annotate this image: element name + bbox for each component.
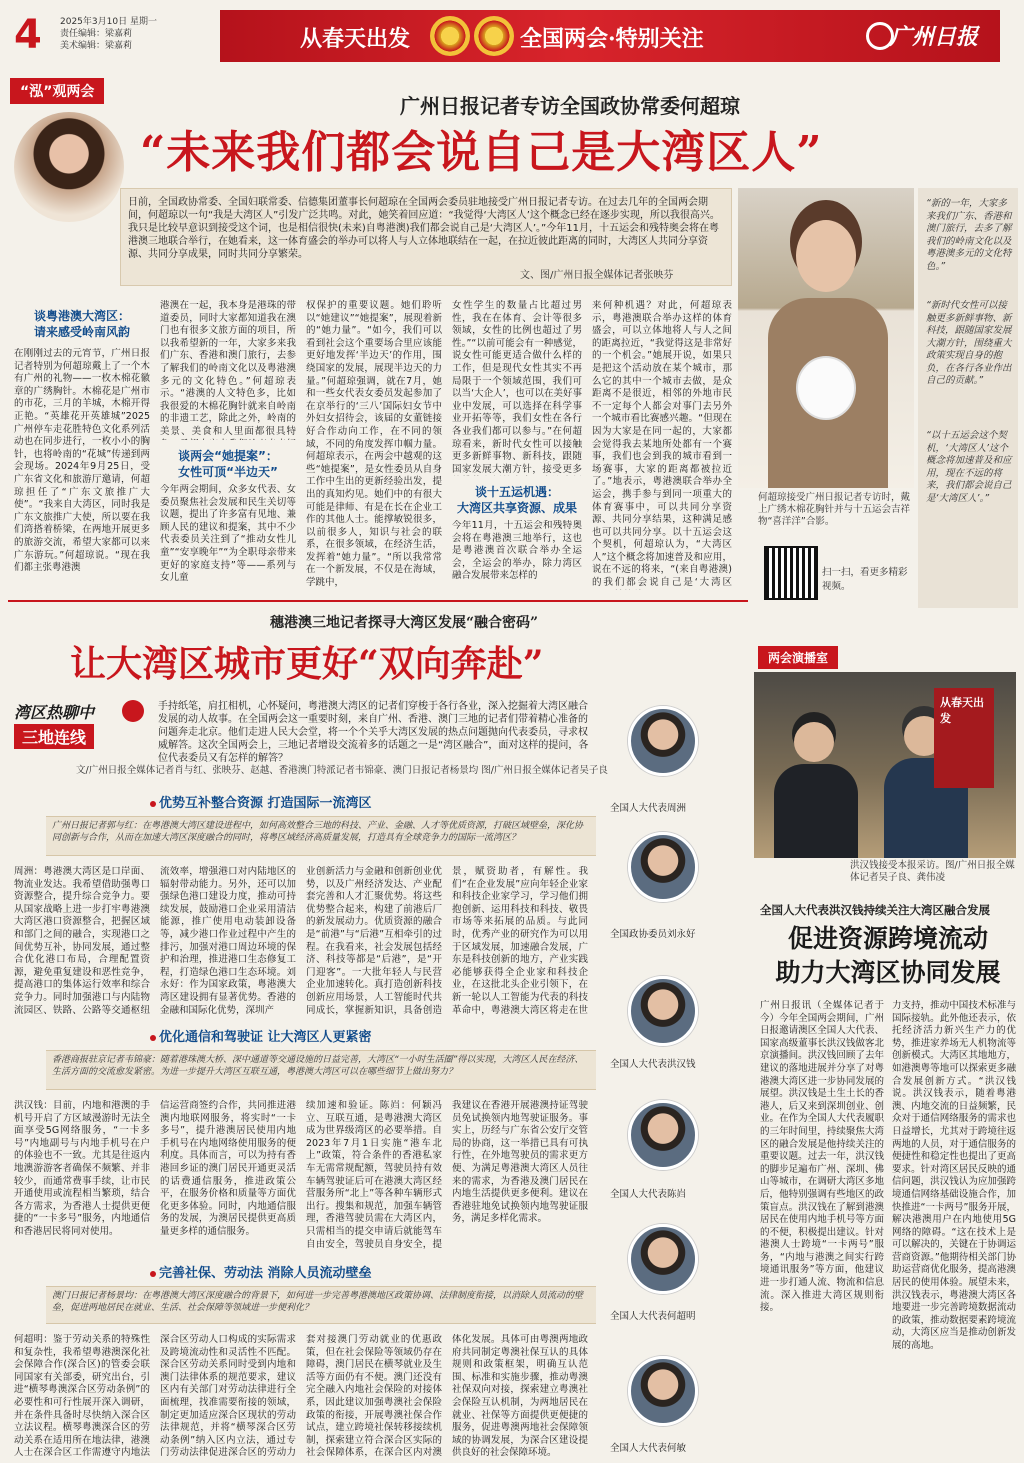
section2-column-4: 我建议在香港开展港澳持证驾驶员免试换领内地驾驶证服务。事实上，历经与广东省公安厅交管局的协商，这一举措已具有可执行性，在外地驾驶员的需求更方便、为满足粤港澳大湾区人员往来的需求，为香港及澳门居民在内地生活提供更多便利。建议在香港驻地免试换领内地驾驶证服务，满足多样化需求。 — [452, 1100, 588, 1225]
banner-left-title: 从春天出发 — [300, 26, 411, 52]
story3-headline-line2: 助力大湾区协同发展 — [775, 958, 1001, 987]
microphone-icon — [122, 700, 144, 722]
section1-column-3: 业创新活力与金融和创新创业优势，以及广州经济发达、产业配套完善和人才汇聚优势。将这些优势整合起来，构建了前港后厂的新发展动力。优质资源的融合是“前港”与“后港”互相牵引的过程。在我看来，社会发展包括经济、科技等都是“后港”，是“开门迎客”。一大批年轻人与民营企业加速转化。真打造创新科技创新应用场景，人工智能时代共同成长，掌握新知识，具备创造 — [306, 866, 442, 1016]
section2-column-3: 续加速和验证。陈岿：何颖冯立、互联互通，是粤港澳大湾区成为世界级湾区的必要举措。自2023年7月1日实施“港车北上”政策，符合条件的香港私家车无需常规配额，驾驶员持有效车辆驾驶证后可在港澳大湾区经营服务所“北上”等各种车辆形式出行。搜集和规范，加强车辆管理，香港驾驶员需在大湾区内，只需相当的提交申请后就能驾车自由安全，驾驶员自身安全，提 — [306, 1100, 442, 1250]
person-6-name: 全国人大代表何敏 — [610, 1443, 687, 1454]
date-line: 2025年3月10日 星期一 — [60, 17, 157, 27]
story2-headline: 让大湾区城市更好“双向奔赴” — [70, 643, 544, 685]
story1-column-b2: 今年两会期间，众多女代表、女委员聚焦社会发展和民生关切等议题，提出了许多富有见地、兼顾人民的建议和提案，其中不少代表委员关注到了“推动女性儿童”“安享晚年”“为全职母亲带来更好的家庭支持”等——系列与女儿童 — [160, 484, 296, 584]
section1-title-text: 优势互补整合资源 打造国际一流湾区 — [159, 796, 372, 811]
date-info — [60, 16, 157, 52]
subhead-a — [14, 308, 150, 340]
subhead-a-line1: 谈粤港澳大湾区： — [33, 309, 130, 323]
story3-headline — [760, 922, 1016, 990]
story1-subtitle: 广州日报记者专访全国政协常委何超琼 — [400, 94, 740, 118]
subhead-b-line1: 谈两会“她提案”： — [178, 449, 278, 463]
section3-column-4: 体化发展。具体可由粤澳两地政府共同制定粤澳社保互认的具体规则和政策框架，明确互认范围、标准和实施步骤，推动粤澳社保双向对接，探索建立粤澳社会保险互认机制，为两地居民在就业、社保等方面提供更便捷的服务，促进粤澳两地社会保障领域的协调发展，为深合区建设提供良好的社会保障环境。 — [452, 1334, 588, 1458]
section2-title-text: 优化通信和驾驶证 让大湾区人更紧密 — [159, 1030, 372, 1045]
story3-headline-line1: 促进资源跨境流动 — [787, 924, 988, 953]
story2-intro: 手持纸笔，肩扛相机，心怀疑问，粤港澳大湾区的记者们穿梭于各行各业，深入挖掘着大湾区融合发展的动人故事。在全国两会这一重要时刻，来自广州、香港、澳门三地的记者们带着精心准备的问题奔走北京。他们走进人民大会堂，将一个个关乎大湾区发展的热点问题抛向代表委员，寻求权威解答。这次全国两会上，三地记者增设交流着多的话题之一是“湾区融合”，面对这样的提问，各位代表委员又有怎样的解答？ — [158, 701, 589, 764]
section3-column-2: 深合区劳动人口构成的实际需求及跨境流动性和灵活性不匹配。深合区劳动关系同时受到内地和澳门法律体系的规范要求，建议区内有关部门对劳动法律进行全面梳理，找准需要衔接的领域，制定更加适应深合区现状的劳动法律规范，并将“横琴深合区劳动条例”纳入区内立法，通过专门劳动法律促进深合区的劳动力 — [160, 1334, 296, 1458]
interview-photo — [738, 188, 914, 488]
bullet-icon — [150, 801, 156, 807]
bullet-icon — [150, 1271, 156, 1277]
pull-quote-2: “新时代女性可以接触更多新鲜事物、新科技，跟随国家发展大潮方针，围绕重大政策实现自身的抱负，在各行各业作出自己的贡献。” — [926, 300, 1012, 386]
story3-column-2: 力支持，推动中国技术标准与国际接轨。此外他还表示，依托经济活力新兴生产力的优势，推进家养场无人机物流等创新模式。大湾区其地地方，如港澳粤等地可以探索更多融合发展创新方式。“洪汉钱说。洪汉钱表示，随着粤港澳、内地交流的日益频繁，民众对于通信网络服务的需求也日益增长，尤其对于跨境往返两地的人员，对于通信服务的便捷性和稳定性也提出了更高要求。针对湾区居民反映的通信问题，洪汉钱认为应加强跨境通信网络基础设施合作，加快推进“一卡两号”服务开展，解决港澳用户在内地使用5G网络的障碍。“这在技术上是可以解决的，关键在于协调运营商资源。”他期待相关部门协助运营商优化服务，提高港澳居民的使用体验。展望未来，洪汉钱表示，粤港澳大湾区各地要进一步完善跨境数据流动的政策，推动数据要素跨境流动，大湾区应当是推动创新发展的高地。 — [892, 1000, 1016, 1352]
person-4-name: 全国人大代表陈岿 — [610, 1189, 687, 1200]
subhead-a-line2: 请来感受岭南风韵 — [33, 325, 130, 339]
section1-column-1: 周洲：粤港澳大湾区是口岸面、物流业发达。我希望借助强粤口资源整合，提升综合竞争力。要从国家战略上进一步打牢粤港澳大湾区港口资源整合，把握区域和部门之间的融合，实现港口之间优势互补，协同发展，通过整合优化港口布局，合理配置资源，避免重复建设和恶性竞争，提高港口的集体运行效率和综合竞争力。同时加强港口与内陆物流园区、铁路、公路等交通枢纽 — [14, 866, 150, 1016]
section1-column-4: 景，赋资助者，有解性。我们“在企业发展”应向年轻企业家和科技企业家学习，学习他们拥抱创新、运用科技和科技、敬畏市场等来拓展的品质。与此同时，优秀产业的研究作为可以用于区域发展，加速融合发展，广东是科技创新的地方，产业实践必能够获得全企业家和科技企业，在这批北头企业引领下，在新一轮以人工智能为代表的科技革命中，粤港澳大湾区将走在世 — [452, 866, 588, 1016]
subhead-b-line2: 女性可顶“半边天” — [178, 465, 278, 479]
studio-backdrop-banner: 从春天出发 — [934, 688, 994, 788]
section-tag: “泓”观两会 — [10, 78, 104, 104]
avatar-person-2 — [628, 832, 698, 902]
section1-column-2: 流效率，增强港口对内陆地区的辐射带动能力。另外，还可以加强绿色港口建设力度，推动可持续发展，鼓励港口企业采用清洁能源，推广使用电动装卸设备等，减少港口作业过程中产生的排污，加强对港口周边环境的保护和治理，推进港口生态修复工程，打造绿色港口生态环境。刘永好：作为国家政策，粤港澳大湾区建设拥有显著优势。香港的金融和国际化优势，深圳产 — [160, 866, 296, 1016]
avatar-person-5 — [628, 1224, 698, 1294]
subhead-d — [452, 484, 582, 516]
story1-column-e: 来何种机遇？对此，何超琼表示，粤港澳联合举办这样的体育盛会，可以立体地将人与人之间的距离拉近，“我觉得这是非常好的一个机会。”她展开说，如果只是把这个活动放在某个城市，那么它的其中一个城市去做，是众距离不是很近，相邻的外地市民不一定每个人都会对事门去另外一个城市看比赛感兴趣。“但现在因为大家是在同一起的，大家都会觉得我去某地所处都有一个赛事，我们也会到我的城市看到一场赛事，大家的距离都被拉近了。”地表示，粤港澳联合举办全运会，携手参与到同一项重大的体育赛事中，可以共同分享资源、共同分享结果，这种满足感也可以共同分享。以十五运会这个契机，何超琼认为，“大湾区人”这个概念将加速普及和应用，说在不远的将来，“(来自粤港澳)的我们都会说自己是‘大湾区 — [592, 300, 732, 589]
subhead-b — [160, 448, 296, 480]
story1-intro: 日前，全国政协常委、全国妇联常委、信德集团董事长何超琼在全国两会委员驻地接受广州日报记者专访。在过去几年的全国两会期间，何超琼以一句“我是大湾区人”引发广泛共鸣。对此，她笑着回应道：“我觉得‘大湾区人’这个概念已经在逐步实现，所以我很高兴。我只是比较早意识到接受这个词，也是相信很快(未来)自粤港澳)我们都会说自己是‘大湾区人’。”今年11月，十五运会和残特奥会将在粤港澳三地联合举行，在她看来，这一体育盛会的举办可以将人与人立体地联结在一起，在拉近彼此距离的同时，大湾区人共同分享资源、共同分享成果，同时共同分享繁荣。 — [128, 197, 720, 260]
section-divider — [8, 600, 748, 602]
story1-column-d2: 今年11月，十五运会和残特奥会将在粤港澳三地举行，这也是粤港澳首次联合举办全运会，全运会的举办，除力湾区融合发展带来怎样的 — [452, 520, 582, 582]
pull-quote-3: “以十五运会这个契机，‘大湾区人’这个概念将加速普及和应用，现在不远的将来，我们都会说自己是‘大湾区人’。” — [926, 430, 1012, 504]
story1-headline: “未来我们都会说自己是大湾区人” — [140, 127, 823, 178]
interviewee-face — [796, 220, 856, 292]
story1-column-b: 港澳在一起，我本身是港珠的带道委员，同时大家都知道我在澳门也有很多文旅方面的项目，所以我希望新的一年，大家多来我们广东、香港和澳门旅行，去参了解我们的岭南文化以及粤港澳多元的文化特色。”何超琼表示。“港澳的人文特色多，比如我很爱的木棉花胸针就来自岭南的非遗工艺，除此之外，岭南的美景、美食和人里面都很具特 — [160, 300, 296, 437]
avatar-person-3 — [628, 976, 698, 1046]
section2-question: 香港商报驻京记者韦锦豪：随着港珠澳大桥、深中通道等交通设施的日益完善，大湾区“一小时生活圈”得以实现，大湾区人民在经济、生活方面的交流愈发紧密。为进一步提升大湾区互联互通，粤港澳大湾区可以在哪些细节上做出努力？ — [46, 1050, 596, 1090]
qr-caption: 扫一扫，看更多精彩视频。 — [822, 567, 908, 592]
art-editor-line: 美术编辑：梁嘉莉 — [60, 41, 133, 51]
newspaper-logo: 广州日报 — [890, 24, 979, 50]
section3-column-3: 套对接澳门劳动就业的优惠政策，但在社会保险等领域仍存在障碍，澳门居民在横琴就业及生活等方面仍有不便。澳门还没有完全融入内地社会保险的对接体系，因此建议加强粤澳社会保险政策的衔接，开展粤澳社保合作试点，建立跨境社保转移接续机制，探索建立符合深合区实际的社会保障体系，在深合区内对澳 — [306, 1334, 442, 1458]
bullet-icon — [150, 1035, 156, 1041]
mascot-toy — [798, 358, 854, 418]
cppcc-emblem-icon — [474, 16, 514, 56]
editor-line: 责任编辑：梁嘉莉 — [60, 29, 133, 39]
pull-quote-1: “新的一年，大家多来我们广东、香港和澳门旅行，去多了解我们的岭南文化以及粤港澳多元的文化特色。” — [926, 198, 1012, 272]
page-number: 4 — [14, 12, 42, 58]
story1-byline: 文、图/广州日报全媒体记者张映芬 — [520, 270, 674, 281]
story3-photo-caption: 洪汉钱接受本报采访。图/广州日报全媒体记者吴子良、龚伟凌 — [850, 860, 1015, 883]
reporter-portrait — [14, 112, 124, 222]
column-tag-bottom: 三地连线 — [14, 724, 94, 749]
column-tag-top: 湾区热聊中 — [14, 703, 95, 722]
story2-subtitle: 穗港澳三地记者探寻大湾区发展“融合密码” — [270, 615, 539, 631]
section3-title-text: 完善社保、劳动法 消除人员流动壁垒 — [159, 1266, 372, 1281]
person-3-name: 全国人大代表洪汉钱 — [610, 1059, 696, 1070]
national-emblem-icon — [430, 16, 470, 56]
studio-photo — [754, 672, 1016, 858]
person-2-name: 全国政协委员刘永好 — [610, 929, 696, 940]
story1-photo-caption: 何超琼接受广州日报记者专访时，戴上广绣木棉花胸针并与十五运会吉祥物“喜洋洋”合影。 — [758, 492, 911, 527]
section1-title — [150, 792, 372, 811]
section2-title — [150, 1026, 372, 1045]
guest-body — [774, 764, 858, 858]
subhead-d-line2: 大湾区共享资源、成果 — [456, 501, 577, 515]
section3-question: 澳门日报记者杨景均：在粤港澳大湾区深度融合的背景下，如何进一步完善粤港澳地区政策协调、法律制度衔接，以消除人员流动的壁垒，促进两地居民在就业、生活、社会保障等领域进一步便利化？ — [46, 1286, 596, 1324]
person-5-name: 全国人大代表何超明 — [610, 1311, 696, 1322]
subhead-d-line1: 谈十五运机遇： — [474, 485, 559, 499]
story2-byline: 文/广州日报全媒体记者肖与红、张映芬、赵越、香港澳门特派记者韦锦豪、澳门日报记者杨景均 图/广州日报全媒体记者吴子良 — [76, 765, 608, 776]
section1-question: 广州日报记者郭与红：在粤港澳大湾区建设进程中，如何高效整合三地的科技、产业、金融、人才等优质资源，打破区域壁垒，深化协同创新与合作，从而在加速大湾区深度融合的同时，将粤区域经济高质量发展，打造具有全球竞争力的国际一流湾区？ — [46, 816, 596, 856]
guest-head — [794, 722, 834, 762]
studio-section-tag: 两会演播室 — [758, 646, 838, 669]
avatar-person-4 — [628, 1100, 698, 1170]
avatar-person-1 — [628, 706, 698, 776]
avatar-person-6 — [628, 1356, 698, 1426]
qr-code-icon[interactable] — [766, 548, 816, 598]
section3-title — [150, 1262, 372, 1281]
story3-subtitle: 全国人大代表洪汉钱持续关注大湾区融合发展 — [760, 903, 990, 917]
story1-column-c: 权保护的重要议题。她们聆听以“她建议”“她提案”，展现着新的“她力量”。“如今，我们可以看到社会这个重要场合里应该能更好地发挥‘半边天’的作用，围绕国家的发展，展现半边天的力量。”何超琼强调，就在7月，她和一些女代表女委员发起参加了在京举行的‘三八’国际妇女节中外妇女招待会，该届的女董链接好合作动向工作，在不同的领域，不同的角度发挥巾帼力量。何超琼表示，在两会中越观的这些“她提案”，是女性委员从自身工作中生出的更新经验出发，提出的真知灼见。她们中的有很大可能是律师、有是在长在企业工作的其他人士。能撑敏锐很多，以前很多人，知识与社会的联系，在很多领域，在经济生活，发挥着“她力量”。“所以我常常在一个新发展，不仅是在海域，学跳中， — [306, 300, 442, 589]
story3-column-1: 广州日报讯（全媒体记者于今）今年全国两会期间，广州日报邀请澳区全国人大代表、国家高级董事长洪汉钱做客北京演播间。洪汉钱回顾了去年建议的落地进展并分享了对粤港澳大湾区进一步协同发展的展望。洪汉钱是土生土长的香港人，后又来到深圳创业、创业。在作为全国人大代表履职的三年时间里，持续聚焦大湾区的融合发展是他持续关注的重要议题。过去一年，洪汉钱的脚步足遍布广州、深圳、佛山等城市，在调研大湾区多地后，他特别强调有些地区的政策盲点。洪汉钱在了解到港澳居民在使用内地手机号等方面的不便，积极提出建议。针对港澳人士跨境“一卡两号”服务，“内地与港澳之间实行跨境通讯服务”等方面，他建议进一步打通人流、物流和信息流。深入推进大湾区规则衔接。 — [760, 1000, 884, 1314]
section2-column-2: 信运营商签约合作，共同推进港澳内地联网服务，将实时“一卡多号”，提升港澳居民使用内地手机号在内地网络使用服务的便利度。具体而言，可以为持有香港回乡证的澳门居民开通更灵活的话费通信服务，推进政策公平，在服务价格和质量等方面优化更多体验。同时，内地通信服务的发展，为澳居民提供更高质量更多样的通信服务。 — [160, 1100, 296, 1237]
banner-right-title: 全国两会·特别关注 — [520, 26, 704, 52]
person-1-name: 全国人大代表周洲 — [610, 803, 687, 814]
section2-column-1: 洪汉钱：目前，内地和港澳的手机号开启了方区域漫游时无法全面享受5G网络服务，“一卡多号”内地副号与内地手机号在户的体验也不一致。尤其是往返内地澳游游客者确保不频繁、并非较少，而通常费事手续，让市民开通使用或流程相当繁琐，结合各方需求，为香港人士提供更便捷的“一卡多号”服务，内地通信和香港居民将同对使用。 — [14, 1100, 150, 1237]
story1-column-d: 女性学生的数量占比超过男性，我在在体育、会计等很多领域，女性的比例也超过了男性。”“以前可能会有一种感觉，说女性可能更适合做什么样的工作，但是现代女性其实不再局限于一个领域范围，我们可以当‘大企人’，也可以在美好事业中发展，可以选择在科学事业开拓等等，我们女性在各行各业我们都可以参与。”在何超琼看来，新时代女性可以接触更多新鲜事物、新科技，跟随国家发展大潮方针，接受更多 — [452, 300, 582, 475]
story1-column-a: 在刚刚过去的元宵节，广州日报记者特别为何超琼戴上了一个木有广州的礼物——一枚木棉花徽章的广绣胸针。木棉花是广州市的市花，三月的羊城，木棉开得正艳。“英雄花开英雄城”2025广州停车走花胜特色文化系列活动也在同步进行，一枚小小的胸针，也将岭南的“花城”传递到两会现场。2024年9月25日，受广东省文化和旅游厅邀请，何超琼担任了“广东文旅推广大使”。“我来自大湾区，同时我是广东文旅推广大使，所以要在我们湾搭着桥梁，在两地开展更多的旅游交流，希望大家都可以来广东游玩。”何超琼说。“现在我们都主张粤港澳 — [14, 348, 150, 574]
section3-column-1: 何超明：鉴于劳动关系的特殊性和复杂性，我希望粤港澳深化社会保障合作(深合区)的管委会联同国家有关部委，研究出台，引进“横琴粤澳深合区劳动条例”的必要性和可行性展开深入调研，并在条件具备时尽快纳入深合区立法议程。横琴粤澳深合区的劳动关系在适用所在地法律，港澳人士在深合区工作需遵守内地法 — [14, 1334, 150, 1458]
